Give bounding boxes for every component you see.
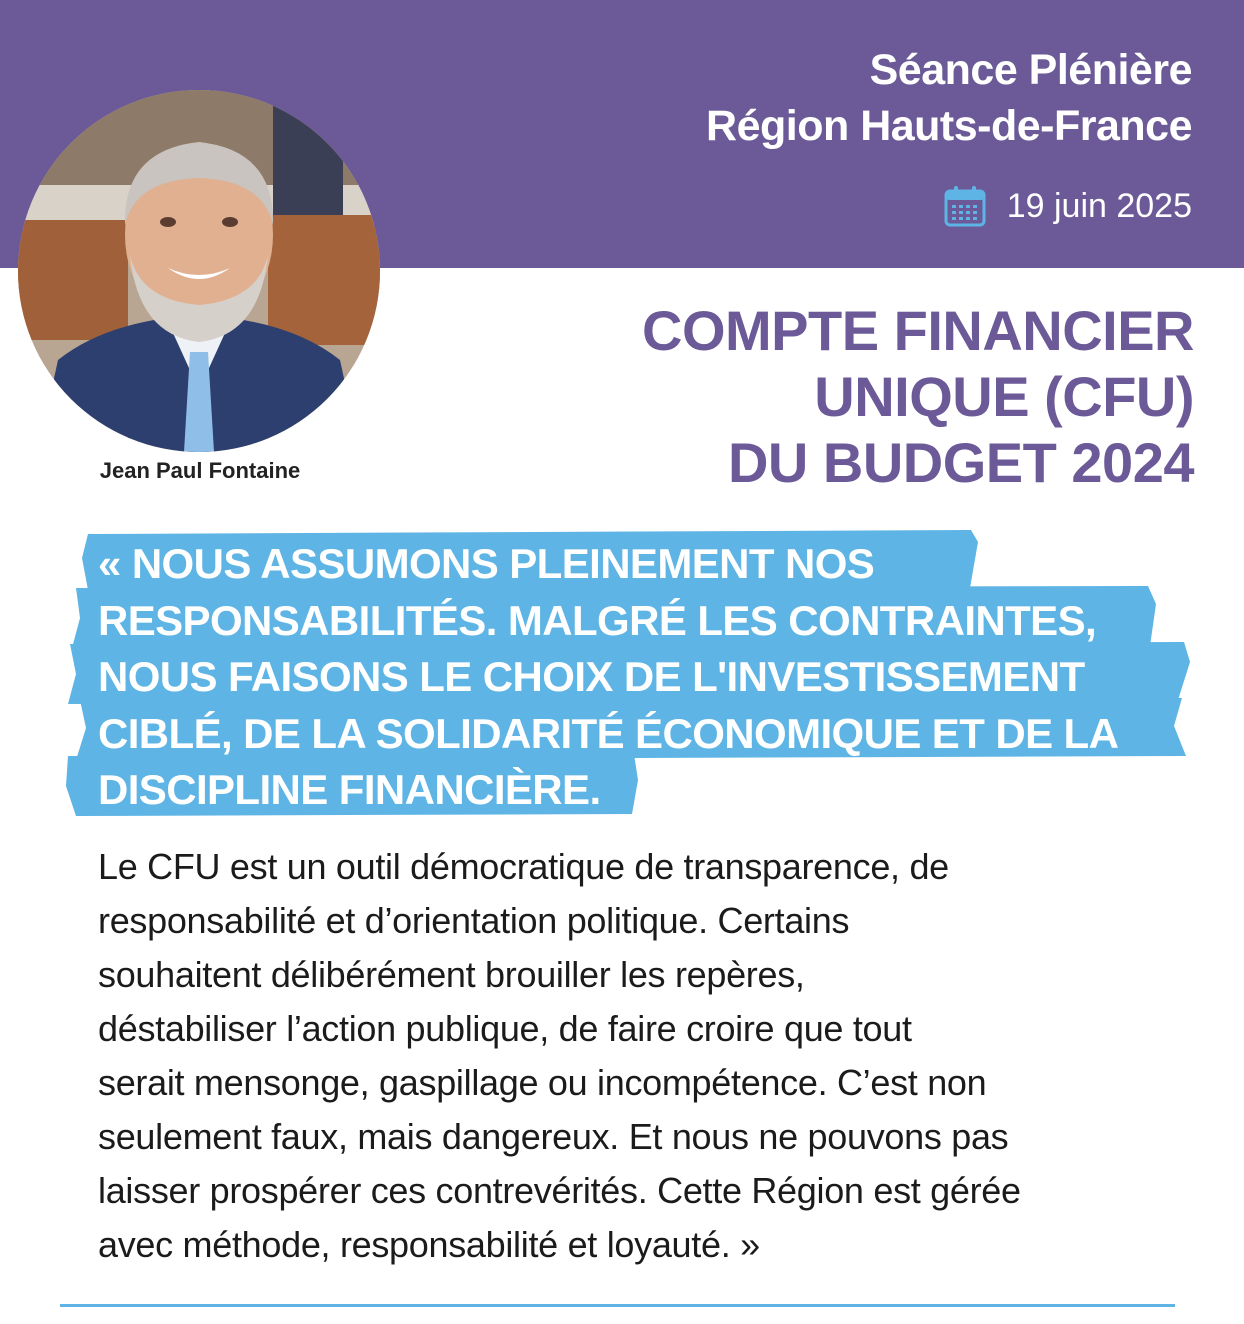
body-line: avec méthode, responsabilité et loyauté. » <box>98 1224 760 1265</box>
body-paragraph <box>98 840 1208 1272</box>
speaker-name: Jean Paul Fontaine <box>99 458 301 483</box>
region-name: Région Hauts-de-France <box>706 102 1192 150</box>
session-heading <box>706 42 1192 154</box>
speaker-portrait <box>18 90 380 452</box>
body-line: souhaitent délibérément brouiller les repères, <box>98 954 805 995</box>
bottom-divider <box>60 1304 1175 1307</box>
title-line: COMPTE FINANCIER <box>642 299 1194 362</box>
body-line: seulement faux, mais dangereux. Et nous ne pouvons pas <box>98 1116 1009 1157</box>
quote-line: « NOUS ASSUMONS PLEINEMENT NOS <box>98 540 875 587</box>
session-date <box>943 182 1192 230</box>
quote-line: RESPONSABILITÉS. MALGRÉ LES CONTRAINTES, <box>98 596 1097 644</box>
body-line: serait mensonge, gaspillage ou incompétence. C’est non <box>98 1062 987 1103</box>
body-line: responsabilité et d’orientation politique. Certains <box>98 900 850 941</box>
title-line: DU BUDGET 2024 <box>727 431 1194 494</box>
body-line: Le CFU est un outil démocratique de transparence, de <box>98 846 949 887</box>
body-line: laisser prospérer ces contrevérités. Cette Région est gérée <box>98 1170 1021 1211</box>
title-line: UNIQUE (CFU) <box>814 365 1194 428</box>
highlighted-quote <box>66 528 1196 818</box>
quote-text <box>98 536 1188 819</box>
quote-line: DISCIPLINE FINANCIÈRE. <box>98 766 601 813</box>
quote-line: CIBLÉ, DE LA SOLIDARITÉ ÉCONOMIQUE ET DE LA <box>98 709 1119 757</box>
body-line: déstabiliser l’action publique, de faire croire que tout <box>98 1008 912 1049</box>
quote-line: NOUS FAISONS LE CHOIX DE L'INVESTISSEMENT <box>98 653 1085 700</box>
date-text: 19 juin 2025 <box>1006 186 1192 225</box>
calendar-icon <box>943 184 987 228</box>
document-title <box>642 298 1194 496</box>
session-title: Séance Plénière <box>869 46 1192 94</box>
